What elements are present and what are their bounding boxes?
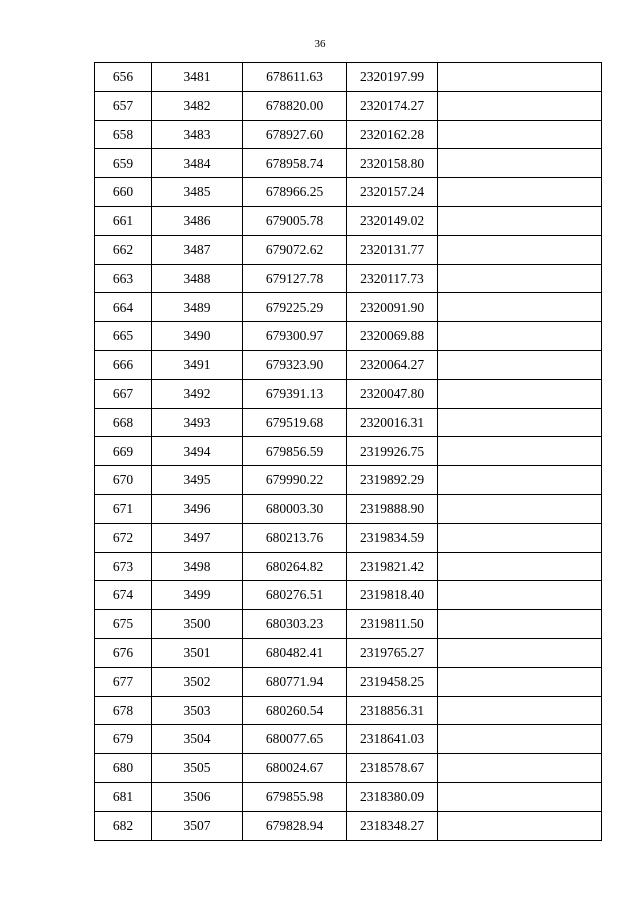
x-coordinate-cell: 680771.94	[243, 667, 347, 696]
point-id-cell: 3481	[152, 63, 243, 92]
table-row	[95, 408, 602, 437]
table-row	[95, 350, 602, 379]
table-row	[95, 494, 602, 523]
note-cell	[438, 523, 602, 552]
note-cell	[438, 581, 602, 610]
table-row	[95, 235, 602, 264]
row-index-cell: 665	[95, 322, 152, 351]
y-coordinate-cell: 2320197.99	[347, 63, 438, 92]
row-index-cell: 657	[95, 91, 152, 120]
note-cell	[438, 235, 602, 264]
row-index-cell: 656	[95, 63, 152, 92]
x-coordinate-cell: 678958.74	[243, 149, 347, 178]
table-row	[95, 811, 602, 840]
note-cell	[438, 754, 602, 783]
table-row	[95, 322, 602, 351]
point-id-cell: 3489	[152, 293, 243, 322]
x-coordinate-cell: 678927.60	[243, 120, 347, 149]
page-number: 36	[314, 38, 326, 50]
point-id-cell: 3504	[152, 725, 243, 754]
note-cell	[438, 638, 602, 667]
table-row	[95, 91, 602, 120]
note-cell	[438, 149, 602, 178]
x-coordinate-cell: 680077.65	[243, 725, 347, 754]
point-id-cell: 3485	[152, 178, 243, 207]
note-cell	[438, 610, 602, 639]
row-index-cell: 660	[95, 178, 152, 207]
note-cell	[438, 63, 602, 92]
note-cell	[438, 437, 602, 466]
table-row	[95, 610, 602, 639]
point-id-cell: 3493	[152, 408, 243, 437]
table-row	[95, 379, 602, 408]
x-coordinate-cell: 679855.98	[243, 782, 347, 811]
row-index-cell: 674	[95, 581, 152, 610]
y-coordinate-cell: 2319892.29	[347, 466, 438, 495]
row-index-cell: 671	[95, 494, 152, 523]
y-coordinate-cell: 2320157.24	[347, 178, 438, 207]
row-index-cell: 681	[95, 782, 152, 811]
x-coordinate-cell: 680213.76	[243, 523, 347, 552]
point-id-cell: 3499	[152, 581, 243, 610]
note-cell	[438, 91, 602, 120]
point-id-cell: 3491	[152, 350, 243, 379]
y-coordinate-cell: 2318856.31	[347, 696, 438, 725]
note-cell	[438, 264, 602, 293]
row-index-cell: 668	[95, 408, 152, 437]
y-coordinate-cell: 2319926.75	[347, 437, 438, 466]
table-row	[95, 581, 602, 610]
point-id-cell: 3502	[152, 667, 243, 696]
table-row	[95, 293, 602, 322]
note-cell	[438, 408, 602, 437]
point-id-cell: 3483	[152, 120, 243, 149]
x-coordinate-cell: 678820.00	[243, 91, 347, 120]
table-row	[95, 725, 602, 754]
y-coordinate-cell: 2319818.40	[347, 581, 438, 610]
row-index-cell: 667	[95, 379, 152, 408]
point-id-cell: 3490	[152, 322, 243, 351]
table-row	[95, 523, 602, 552]
note-cell	[438, 379, 602, 408]
table-row	[95, 696, 602, 725]
note-cell	[438, 811, 602, 840]
point-id-cell: 3505	[152, 754, 243, 783]
y-coordinate-cell: 2320174.27	[347, 91, 438, 120]
note-cell	[438, 350, 602, 379]
row-index-cell: 677	[95, 667, 152, 696]
table-row	[95, 206, 602, 235]
row-index-cell: 673	[95, 552, 152, 581]
y-coordinate-cell: 2319811.50	[347, 610, 438, 639]
x-coordinate-cell: 679828.94	[243, 811, 347, 840]
point-id-cell: 3503	[152, 696, 243, 725]
x-coordinate-cell: 680264.82	[243, 552, 347, 581]
table-row	[95, 754, 602, 783]
y-coordinate-cell: 2320091.90	[347, 293, 438, 322]
x-coordinate-cell: 679127.78	[243, 264, 347, 293]
point-id-cell: 3497	[152, 523, 243, 552]
x-coordinate-cell: 679323.90	[243, 350, 347, 379]
x-coordinate-cell: 679225.29	[243, 293, 347, 322]
y-coordinate-cell: 2320016.31	[347, 408, 438, 437]
x-coordinate-cell: 679300.97	[243, 322, 347, 351]
table-row	[95, 638, 602, 667]
y-coordinate-cell: 2320064.27	[347, 350, 438, 379]
note-cell	[438, 696, 602, 725]
point-id-cell: 3484	[152, 149, 243, 178]
table-row	[95, 120, 602, 149]
table-row	[95, 178, 602, 207]
y-coordinate-cell: 2320069.88	[347, 322, 438, 351]
y-coordinate-cell: 2320131.77	[347, 235, 438, 264]
note-cell	[438, 667, 602, 696]
note-cell	[438, 120, 602, 149]
row-index-cell: 658	[95, 120, 152, 149]
x-coordinate-cell: 679391.13	[243, 379, 347, 408]
x-coordinate-cell: 678966.25	[243, 178, 347, 207]
note-cell	[438, 782, 602, 811]
row-index-cell: 661	[95, 206, 152, 235]
point-id-cell: 3494	[152, 437, 243, 466]
x-coordinate-cell: 680260.54	[243, 696, 347, 725]
y-coordinate-cell: 2318641.03	[347, 725, 438, 754]
y-coordinate-cell: 2319765.27	[347, 638, 438, 667]
row-index-cell: 670	[95, 466, 152, 495]
y-coordinate-cell: 2320158.80	[347, 149, 438, 178]
table-row	[95, 437, 602, 466]
table-row	[95, 667, 602, 696]
x-coordinate-cell: 678611.63	[243, 63, 347, 92]
x-coordinate-cell: 680003.30	[243, 494, 347, 523]
point-id-cell: 3487	[152, 235, 243, 264]
x-coordinate-cell: 679072.62	[243, 235, 347, 264]
row-index-cell: 682	[95, 811, 152, 840]
point-id-cell: 3486	[152, 206, 243, 235]
point-id-cell: 3488	[152, 264, 243, 293]
note-cell	[438, 322, 602, 351]
row-index-cell: 678	[95, 696, 152, 725]
row-index-cell: 672	[95, 523, 152, 552]
x-coordinate-cell: 680303.23	[243, 610, 347, 639]
table-row	[95, 552, 602, 581]
y-coordinate-cell: 2320149.02	[347, 206, 438, 235]
x-coordinate-cell: 679005.78	[243, 206, 347, 235]
row-index-cell: 679	[95, 725, 152, 754]
y-coordinate-cell: 2318578.67	[347, 754, 438, 783]
point-id-cell: 3495	[152, 466, 243, 495]
coordinate-table	[94, 62, 602, 841]
row-index-cell: 680	[95, 754, 152, 783]
y-coordinate-cell: 2320162.28	[347, 120, 438, 149]
row-index-cell: 664	[95, 293, 152, 322]
x-coordinate-cell: 680276.51	[243, 581, 347, 610]
x-coordinate-cell: 679856.59	[243, 437, 347, 466]
note-cell	[438, 494, 602, 523]
point-id-cell: 3492	[152, 379, 243, 408]
x-coordinate-cell: 679519.68	[243, 408, 347, 437]
note-cell	[438, 293, 602, 322]
row-index-cell: 662	[95, 235, 152, 264]
row-index-cell: 659	[95, 149, 152, 178]
y-coordinate-cell: 2318380.09	[347, 782, 438, 811]
note-cell	[438, 466, 602, 495]
row-index-cell: 669	[95, 437, 152, 466]
note-cell	[438, 552, 602, 581]
point-id-cell: 3506	[152, 782, 243, 811]
point-id-cell: 3498	[152, 552, 243, 581]
row-index-cell: 676	[95, 638, 152, 667]
row-index-cell: 675	[95, 610, 152, 639]
note-cell	[438, 725, 602, 754]
y-coordinate-cell: 2319834.59	[347, 523, 438, 552]
row-index-cell: 663	[95, 264, 152, 293]
row-index-cell: 666	[95, 350, 152, 379]
point-id-cell: 3482	[152, 91, 243, 120]
y-coordinate-cell: 2318348.27	[347, 811, 438, 840]
x-coordinate-cell: 680024.67	[243, 754, 347, 783]
table-row	[95, 466, 602, 495]
point-id-cell: 3507	[152, 811, 243, 840]
y-coordinate-cell: 2319821.42	[347, 552, 438, 581]
x-coordinate-cell: 679990.22	[243, 466, 347, 495]
y-coordinate-cell: 2319458.25	[347, 667, 438, 696]
coordinate-table-body	[95, 63, 602, 841]
note-cell	[438, 178, 602, 207]
x-coordinate-cell: 680482.41	[243, 638, 347, 667]
point-id-cell: 3496	[152, 494, 243, 523]
note-cell	[438, 206, 602, 235]
table-row	[95, 63, 602, 92]
table-row	[95, 149, 602, 178]
point-id-cell: 3500	[152, 610, 243, 639]
y-coordinate-cell: 2320117.73	[347, 264, 438, 293]
y-coordinate-cell: 2319888.90	[347, 494, 438, 523]
point-id-cell: 3501	[152, 638, 243, 667]
y-coordinate-cell: 2320047.80	[347, 379, 438, 408]
table-row	[95, 782, 602, 811]
table-row	[95, 264, 602, 293]
